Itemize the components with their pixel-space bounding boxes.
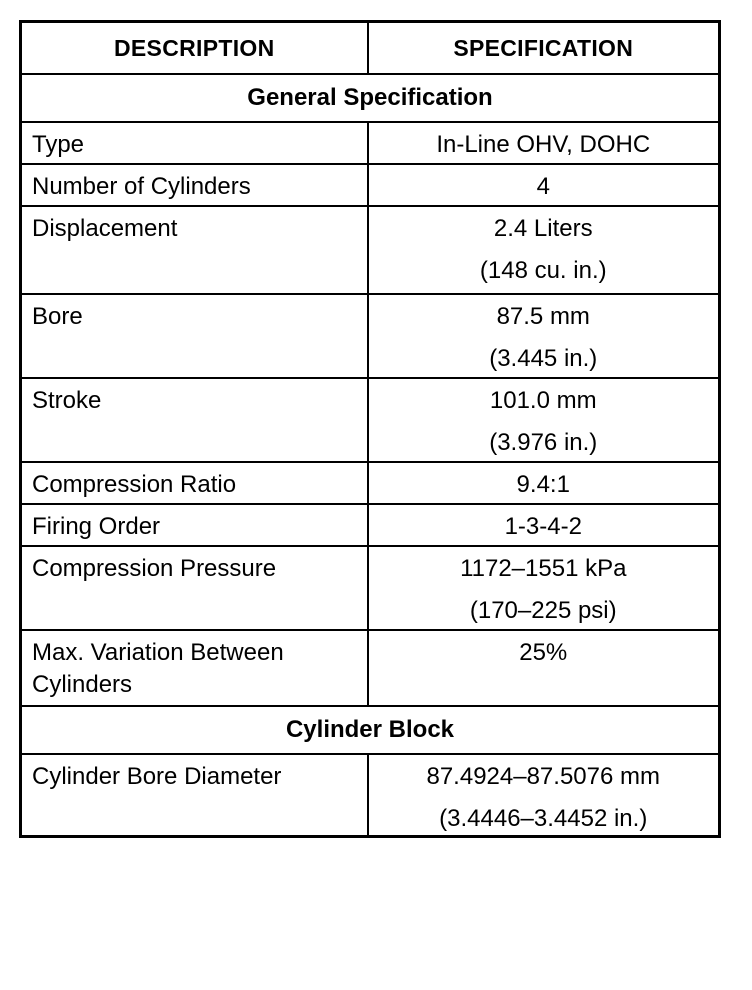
row-description: Type <box>21 122 368 164</box>
spec-secondary-value: (148 cu. in.) <box>479 257 607 284</box>
row-description: Stroke <box>21 378 368 462</box>
description-column-header: DESCRIPTION <box>21 22 368 75</box>
description-line: Max. Variation Between <box>32 639 284 666</box>
row-specification <box>368 754 720 837</box>
row-description: Compression Pressure <box>21 546 368 630</box>
spec-primary-value: 2.4 Liters <box>493 215 593 242</box>
row-description: Bore <box>21 294 368 378</box>
row-specification: In-Line OHV, DOHC <box>368 122 720 164</box>
row-specification <box>368 546 720 630</box>
row-description: Number of Cylinders <box>21 164 368 206</box>
section-row <box>21 74 720 122</box>
row-specification: 4 <box>368 164 720 206</box>
table-header-row <box>21 22 720 75</box>
table-row <box>21 546 720 630</box>
table-row <box>21 462 720 504</box>
spec-secondary-value: (3.4446–3.4452 in.) <box>439 805 648 832</box>
specification-column-header: SPECIFICATION <box>368 22 720 75</box>
table-row <box>21 378 720 462</box>
table-row <box>21 164 720 206</box>
row-description: Compression Ratio <box>21 462 368 504</box>
section-row <box>21 706 720 754</box>
spec-primary-value: 87.5 mm <box>496 303 590 330</box>
row-description: Displacement <box>21 206 368 294</box>
row-specification: 1-3-4-2 <box>368 504 720 546</box>
table-row <box>21 122 720 164</box>
row-specification <box>368 206 720 294</box>
row-specification <box>368 294 720 378</box>
spec-secondary-value: (3.976 in.) <box>489 429 598 456</box>
spec-primary-value: 1172–1551 kPa <box>460 555 627 582</box>
description-line: Cylinders <box>32 671 133 698</box>
row-description <box>21 630 368 706</box>
table-row <box>21 630 720 706</box>
row-description: Firing Order <box>21 504 368 546</box>
row-specification <box>368 378 720 462</box>
table-row <box>21 294 720 378</box>
row-specification: 9.4:1 <box>368 462 720 504</box>
row-description: Cylinder Bore Diameter <box>21 754 368 837</box>
spec-primary-value: 87.4924–87.5076 mm <box>426 763 660 790</box>
spec-primary-value: 101.0 mm <box>489 387 597 414</box>
table-row <box>21 206 720 294</box>
table-row <box>21 504 720 546</box>
spec-secondary-value: (3.445 in.) <box>489 345 598 372</box>
section-heading-cylinder-block: Cylinder Block <box>21 706 720 754</box>
row-specification: 25% <box>368 630 720 706</box>
table-row <box>21 754 720 837</box>
section-heading-general: General Specification <box>21 74 720 122</box>
spec-secondary-value: (170–225 psi) <box>469 597 617 624</box>
engine-spec-table <box>19 20 721 838</box>
